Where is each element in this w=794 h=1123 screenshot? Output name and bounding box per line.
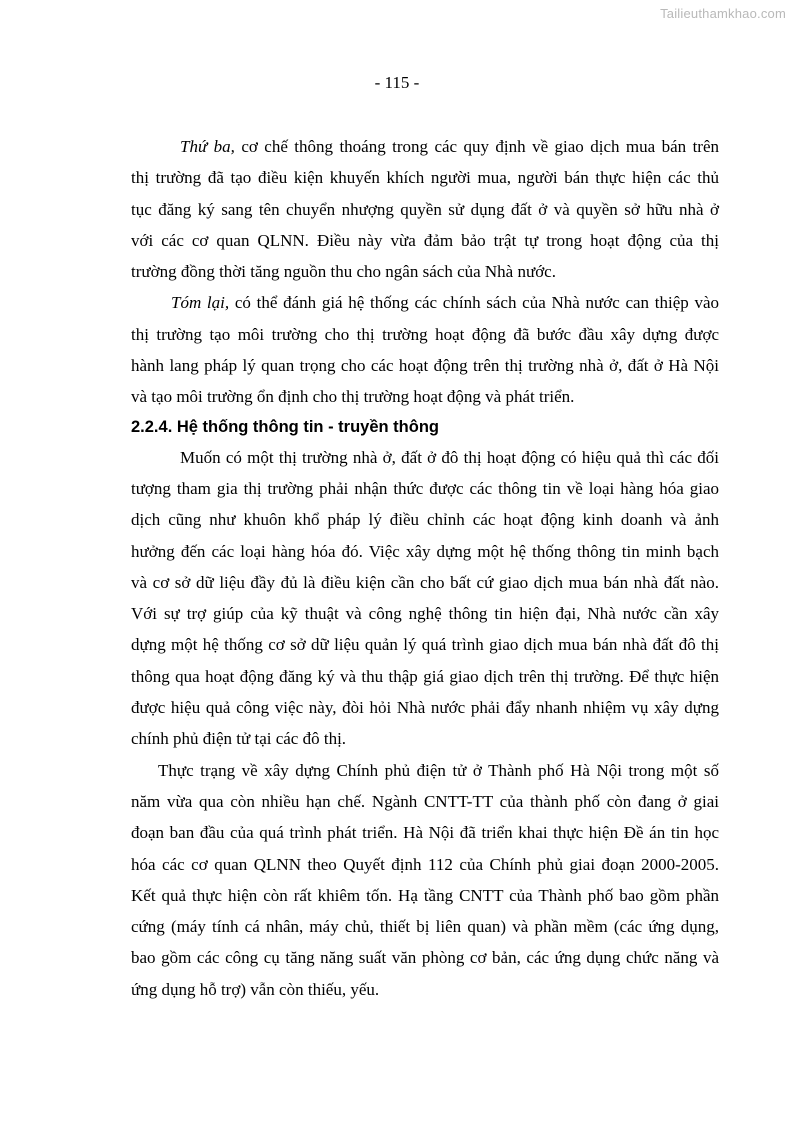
paragraph-line bbox=[131, 131, 719, 162]
italic-lead: Tóm lại, bbox=[171, 293, 230, 313]
paragraph-line: Kết quả thực hiện còn rất khiêm tốn. Hạ tầng CNTT của Thành phố bao gồm phần bbox=[131, 885, 719, 905]
paragraph-line: được hiệu quả công việc này, đòi hỏi Nhà nước phải đẩy nhanh nhiệm vụ xây dựng bbox=[131, 698, 719, 718]
paragraph-thu-ba bbox=[131, 131, 719, 287]
page-number: - 115 - bbox=[374, 73, 420, 92]
paragraph-line: thị trường đã tạo điều kiện khuyến khích người mua, người bán thực hiện các thủ bbox=[131, 168, 719, 188]
paragraph-line bbox=[131, 287, 719, 318]
paragraph-line: cứng (máy tính cá nhân, máy chủ, thiết bị liên quan) và phần mềm (các ứng dụng, bbox=[131, 917, 719, 937]
paragraph-line: trường đồng thời tăng nguồn thu cho ngân sách của Nhà nước. bbox=[131, 262, 556, 282]
paragraph-line: năm vừa qua còn nhiều hạn chế. Ngành CNTT-TT của thành phố còn đang ở giai bbox=[131, 791, 719, 811]
paragraph-line: hành lang pháp lý quan trọng cho các hoạt động trên thị trường nhà ở, đất ở Hà Nội bbox=[131, 356, 719, 376]
line-text: có thể đánh giá hệ thống các chính sách của Nhà nước can thiệp vào bbox=[229, 293, 719, 313]
paragraph-line: tượng tham gia thị trường phải nhận thức được các thông tin về loại hàng hóa giao bbox=[131, 478, 719, 498]
line-text: cơ chế thông thoáng trong các quy định về giao dịch mua bán trên bbox=[234, 137, 719, 156]
section-heading: 2.2.4. Hệ thống thông tin - truyền thông bbox=[131, 417, 439, 436]
paragraph-thuc-trang bbox=[131, 755, 719, 1005]
paragraph-line: dịch cũng như khuôn khổ pháp lý điều chỉnh các hoạt động kinh doanh và ảnh bbox=[131, 510, 719, 530]
paragraph-line: thị trường tạo môi trường cho thị trường hoạt động đã bước đầu xây dựng được bbox=[131, 324, 719, 344]
watermark: Tailieuthamkhao.com bbox=[660, 6, 786, 21]
paragraph-line: bao gồm các công cụ tăng năng suất văn phòng cơ bản, các ứng dụng chức năng và bbox=[131, 948, 719, 968]
paragraph-muon-co bbox=[131, 442, 719, 755]
document-body bbox=[131, 131, 719, 1005]
paragraph-tom-lai bbox=[131, 287, 719, 412]
paragraph-line: đoạn ban đầu của quá trình phát triển. Hà Nội đã triển khai thực hiện Đề án tin học bbox=[131, 823, 719, 843]
paragraph-line: và cơ sở dữ liệu đầy đủ là điều kiện cần cho bất cứ giao dịch mua bán nhà đất nào. bbox=[131, 572, 719, 592]
paragraph-line: hóa các cơ quan QLNN theo Quyết định 112 của Chính phủ giai đoạn 2000-2005. bbox=[131, 854, 719, 874]
paragraph-line: tục đăng ký sang tên chuyển nhượng quyền sử dụng đất ở và quyền sở hữu nhà ở bbox=[131, 199, 719, 219]
paragraph-line: Muốn có một thị trường nhà ở, đất ở đô thị hoạt động có hiệu quả thì các đối bbox=[180, 447, 719, 467]
italic-lead: Thứ ba, bbox=[180, 137, 235, 156]
paragraph-line: với các cơ quan QLNN. Điều này vừa đảm bảo trật tự trong hoạt động của thị bbox=[131, 230, 719, 250]
paragraph-line: ứng dụng hỗ trợ) vẫn còn thiếu, yếu. bbox=[131, 979, 380, 999]
paragraph-line: hưởng đến các loại hàng hóa đó. Việc xây dựng một hệ thống thông tin minh bạch bbox=[131, 541, 719, 561]
paragraph-line: chính phủ điện tử tại các đô thị. bbox=[131, 729, 347, 749]
paragraph-line: Với sự trợ giúp của kỹ thuật và công nghệ thông tin hiện đại, Nhà nước cần xây bbox=[131, 604, 719, 624]
paragraph-line: Thực trạng về xây dựng Chính phủ điện tử ở Thành phố Hà Nội trong một số bbox=[158, 760, 719, 780]
paragraph-line: dựng một hệ thống cơ sở dữ liệu quản lý quá trình giao dịch mua bán nhà đất đô thị bbox=[131, 635, 719, 655]
paragraph-line: và tạo môi trường ổn định cho thị trường hoạt động và phát triển. bbox=[131, 387, 575, 407]
paragraph-line: thông qua hoạt động đăng ký và thu thập giá giao dịch trên thị trường. Để thực hiện bbox=[131, 666, 719, 686]
